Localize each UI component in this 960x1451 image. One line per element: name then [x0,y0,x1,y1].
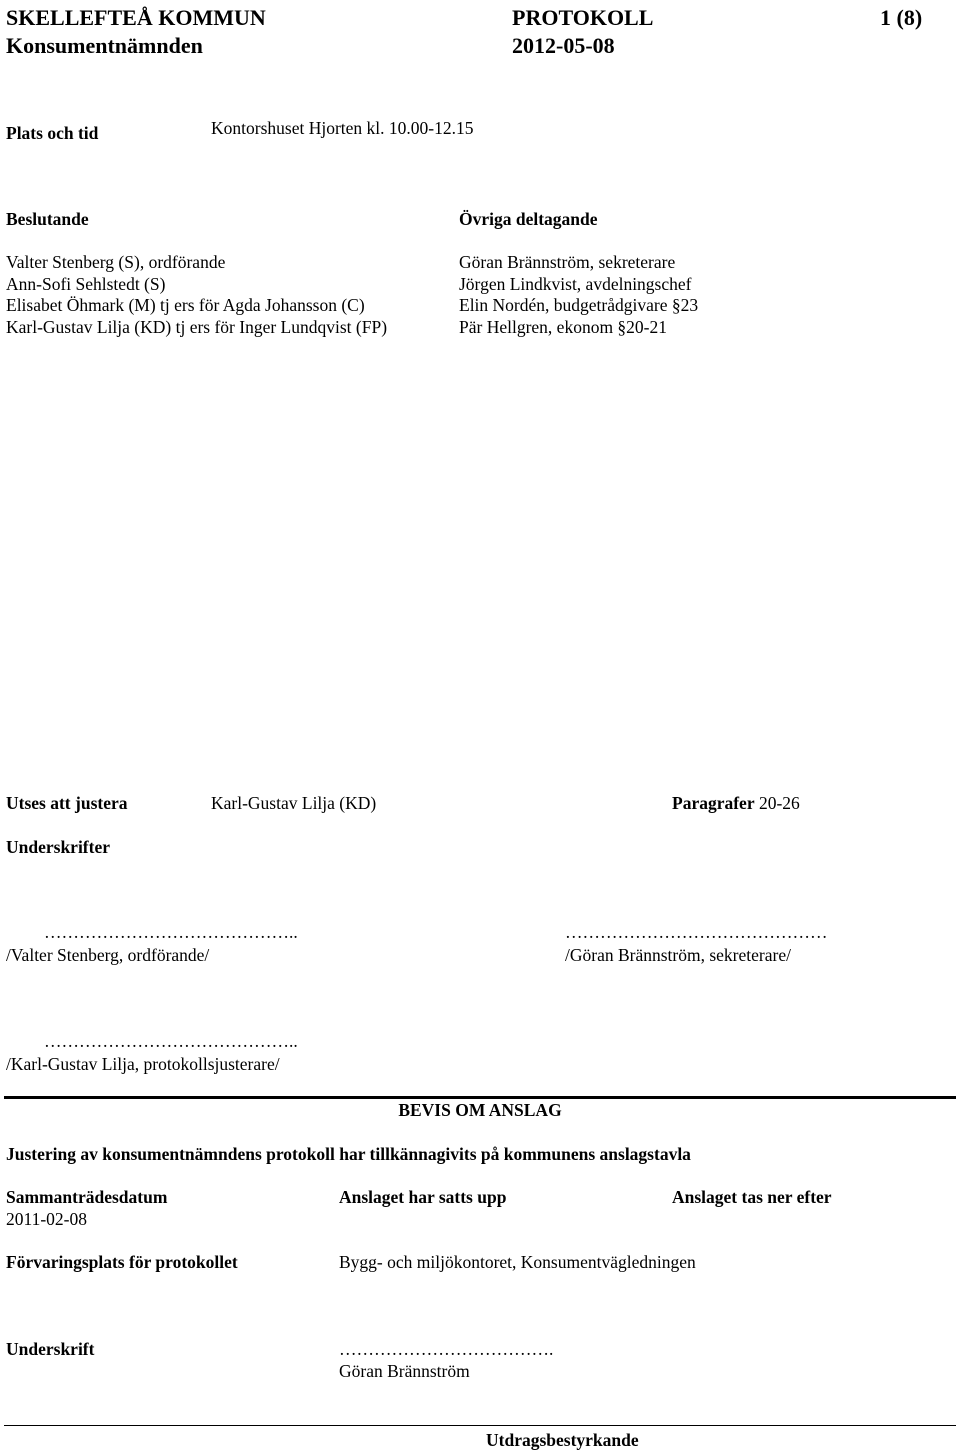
other-participants-list [459,252,698,339]
place-label: Plats och tid [6,123,99,143]
document-type: PROTOKOLL [512,5,654,30]
signature-label: Underskrift [6,1339,95,1359]
meeting-date-label: Sammanträdesdatum [6,1187,168,1207]
paragraphs [672,795,800,813]
place-value: Kontorshuset Hjorten kl. 10.00-12.15 [211,118,474,138]
participant-item: Elin Nordén, budgetrådgivare §23 [459,295,699,316]
decision-makers-list [6,252,387,339]
committee-name: Konsumentnämnden [6,33,203,58]
signature-line: …………………………………….. [44,922,298,942]
decision-makers-label: Beslutande [6,209,89,229]
paragraphs-label: Paragrafer [672,793,755,813]
signature-line: ……………………………………… [565,922,828,942]
municipality-name: SKELLEFTEÅ KOMMUN [6,5,266,30]
posted-label: Anslaget har satts upp [339,1187,507,1207]
document-date: 2012-05-08 [512,33,615,58]
notice-title: BEVIS OM ANSLAG [398,1100,562,1120]
page-number: 1 (8) [880,5,923,30]
participant-item: Pär Hellgren, ekonom §20-21 [459,317,668,338]
decision-maker-item: Elisabet Öhmark (M) tj ers för Agda Johansson (C) [6,295,365,316]
section-divider [4,1096,956,1099]
signature-line: ………………………………. [339,1339,554,1359]
storage-value: Bygg- och miljökontoret, Konsumentvägledningen [339,1252,696,1272]
signatures-label: Underskrifter [6,837,111,857]
decision-maker-item: Valter Stenberg (S), ordförande [6,252,226,272]
signature-line: …………………………………….. [44,1031,298,1051]
decision-maker-item: Karl-Gustav Lilja (KD) tj ers för Inger Lundqvist (FP) [6,317,388,338]
storage-label: Förvaringsplats för protokollet [6,1252,238,1272]
signature-name: Göran Brännström [339,1361,470,1381]
adjuster-label: Utses att justera [6,793,128,813]
paragraphs-value: 20-26 [758,793,800,813]
adjuster-value: Karl-Gustav Lilja (KD) [211,793,377,813]
participant-item: Jörgen Lindkvist, avdelningschef [459,273,692,294]
signer-chair: /Valter Stenberg, ordförande/ [6,945,210,965]
removed-label: Anslaget tas ner efter [672,1187,832,1207]
certified-extract-label: Utdragsbestyrkande [486,1430,639,1450]
meeting-date-value: 2011-02-08 [6,1209,88,1229]
notice-statement: Justering av konsumentnämndens protokoll har tillkännagivits på kommunens anslagstavla [6,1144,691,1164]
footer-divider [4,1425,956,1426]
decision-maker-item: Ann-Sofi Sehlstedt (S) [6,273,166,294]
signer-secretary: /Göran Brännström, sekreterare/ [565,945,791,965]
other-participants-label: Övriga deltagande [459,209,598,229]
participant-item: Göran Brännström, sekreterare [459,252,676,272]
signer-adjuster: /Karl-Gustav Lilja, protokollsjusterare/ [6,1054,280,1074]
